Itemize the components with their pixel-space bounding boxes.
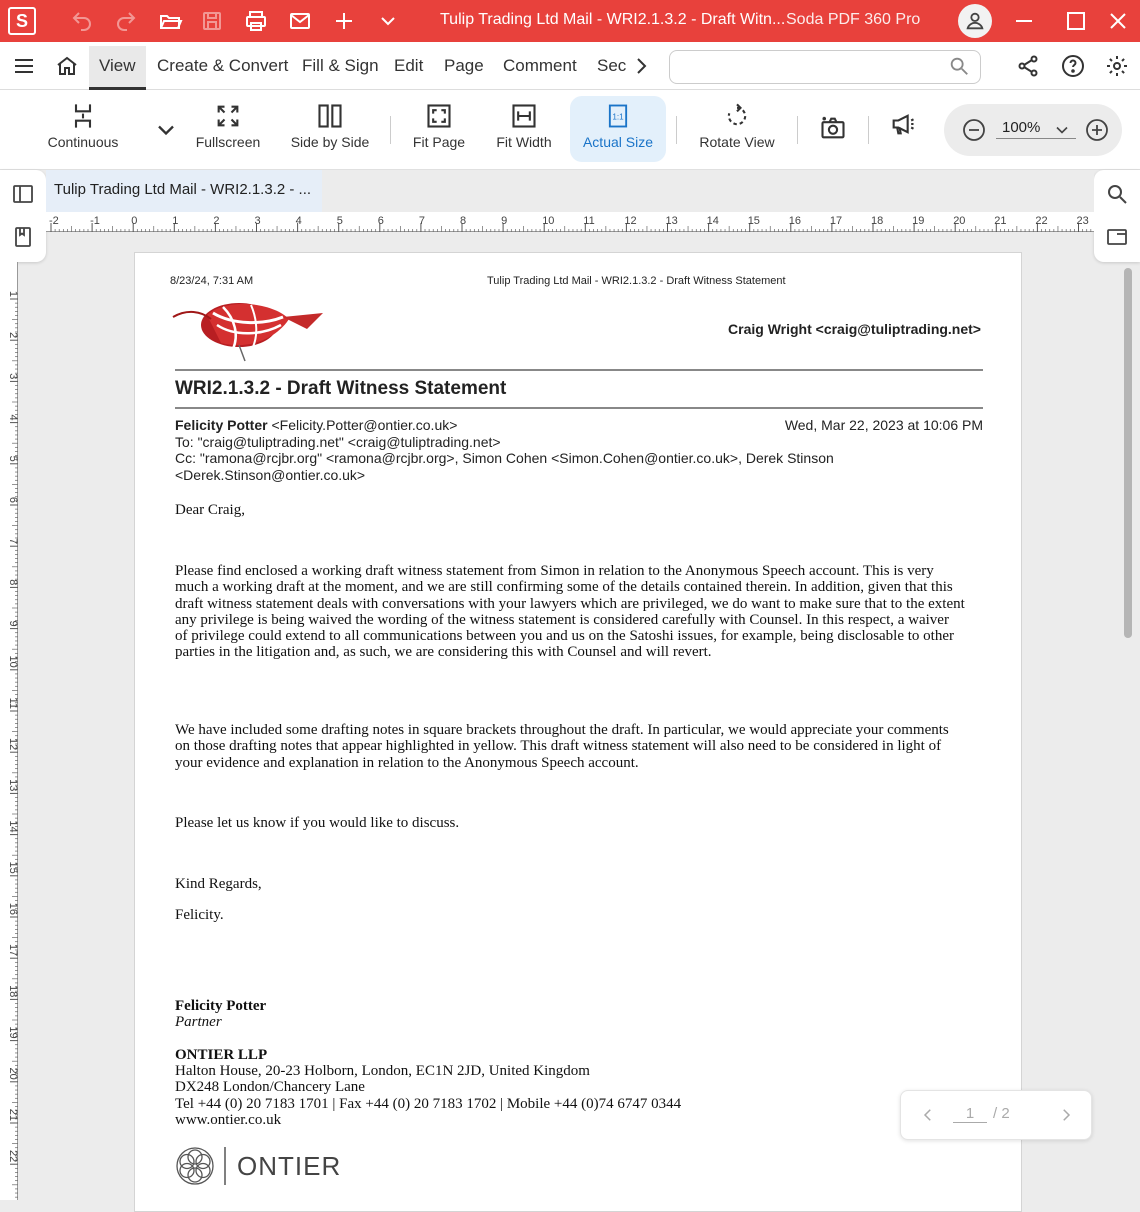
ruler-tick-label: 7 xyxy=(418,215,426,227)
ruler-tick-label: 5 xyxy=(7,455,19,462)
ruler-tick-label: 2 xyxy=(213,215,220,227)
horizontal-ruler xyxy=(46,212,1094,232)
sender-email: <Felicity.Potter@ontier.co.uk> xyxy=(267,417,458,433)
close-icon[interactable] xyxy=(1106,9,1130,33)
ruler-tick-label: 19 xyxy=(912,215,925,227)
properties-panel-icon[interactable] xyxy=(1105,225,1129,249)
ruler-tick-label: 17 xyxy=(7,943,19,957)
ruler-tick-label: 19 xyxy=(7,1026,19,1039)
ontier-logo xyxy=(175,1143,355,1189)
tulip-trading-logo xyxy=(173,295,325,361)
toolbar-divider xyxy=(390,116,391,144)
zoom-in-icon[interactable] xyxy=(1085,118,1109,142)
search-icon[interactable] xyxy=(948,55,972,79)
phone-numbers: Tel +44 (0) 20 7183 1701 | Fax +44 (0) 20 7183 1702 | Mobile +44 (0)74 6747 0344 xyxy=(175,1096,682,1112)
title-bar xyxy=(0,0,1140,42)
sender-name: Felicity Potter xyxy=(175,417,268,433)
prev-page-icon[interactable] xyxy=(919,1106,937,1124)
chevron-down-icon[interactable] xyxy=(376,9,400,33)
ruler-tick-label: 15 xyxy=(747,215,760,227)
announcements-button[interactable] xyxy=(886,96,920,162)
greeting: Dear Craig, xyxy=(175,502,245,518)
ruler-tick-label: 9 xyxy=(501,215,508,227)
help-icon[interactable] xyxy=(1061,54,1085,78)
user-icon xyxy=(964,10,986,32)
ruler-tick-label: 21 xyxy=(7,1108,19,1121)
plus-icon[interactable] xyxy=(332,9,356,33)
ruler-tick-label: 22 xyxy=(7,1149,19,1163)
user-avatar[interactable] xyxy=(958,4,992,38)
side-by-side-icon xyxy=(316,102,344,130)
ruler-tick-label: 4 xyxy=(7,414,19,421)
divider xyxy=(175,369,983,371)
ontier-logo-text: ONTIER xyxy=(237,1151,342,1181)
toolbar-divider xyxy=(797,116,798,144)
menu-view[interactable]: View xyxy=(89,46,146,90)
open-folder-icon[interactable] xyxy=(158,9,182,33)
window-title: Tulip Trading Ltd Mail - WRI2.1.3.2 - Draft Witn... xyxy=(440,11,786,28)
chevron-right-icon[interactable] xyxy=(629,54,653,78)
actual-size-button[interactable]: 1:1 Actual Size xyxy=(570,96,666,162)
undo-icon[interactable] xyxy=(70,9,94,33)
ruler-tick-label: 3 xyxy=(7,373,19,380)
ruler-tick-label: 13 xyxy=(7,779,19,792)
minimize-icon[interactable] xyxy=(1012,9,1036,33)
maximize-icon[interactable] xyxy=(1064,9,1088,33)
ruler-tick-label: 12 xyxy=(624,215,637,227)
chevron-down-icon xyxy=(152,116,168,132)
ruler-tick-label: 2 xyxy=(7,332,19,339)
ruler-tick-label: 7 xyxy=(7,538,19,545)
megaphone-icon xyxy=(889,110,917,138)
ruler-tick-label: 10 xyxy=(542,215,555,227)
search-icon[interactable] xyxy=(1105,182,1129,206)
print-title: Tulip Trading Ltd Mail - WRI2.1.3.2 - Draft Witness Statement xyxy=(487,275,786,287)
app-logo: S xyxy=(8,7,36,35)
search-box[interactable] xyxy=(669,50,981,84)
fullscreen-icon xyxy=(214,102,242,130)
rotate-icon xyxy=(723,102,751,130)
page-navigator xyxy=(900,1090,1092,1140)
snapshot-button[interactable] xyxy=(816,96,850,162)
save-icon[interactable] xyxy=(200,9,224,33)
continuous-dropdown[interactable] xyxy=(150,96,170,162)
left-panel-tabs xyxy=(0,170,46,262)
signature-title: Partner xyxy=(175,1014,222,1030)
menu-edit[interactable]: Edit xyxy=(394,56,424,75)
view-toolbar xyxy=(0,90,1140,170)
zoom-control xyxy=(944,104,1122,156)
continuous-icon xyxy=(69,102,97,130)
ruler-tick-label: 20 xyxy=(7,1067,19,1080)
right-panel-tabs xyxy=(1094,170,1140,262)
bookmark-icon[interactable] xyxy=(11,225,35,249)
print-icon[interactable] xyxy=(244,9,268,33)
ruler-tick-label: 6 xyxy=(377,215,384,227)
ruler-tick-label: 1 xyxy=(172,215,179,227)
search-input[interactable] xyxy=(678,52,948,82)
ruler-tick-label: 12 xyxy=(7,737,19,751)
hamburger-menu-icon[interactable] xyxy=(12,54,36,78)
ruler-tick-label: 13 xyxy=(665,215,678,227)
address-line-1: Halton House, 20-23 Holborn, London, EC1N 2JD, United Kingdom xyxy=(175,1063,590,1079)
vertical-ruler xyxy=(0,262,18,1200)
menu-page[interactable]: Page xyxy=(444,56,484,75)
email-date: Wed, Mar 22, 2023 at 10:06 PM xyxy=(784,417,983,433)
website: www.ontier.co.uk xyxy=(175,1112,282,1128)
menu-bar xyxy=(0,42,1140,90)
paragraph-3: Please let us know if you would like to discuss. xyxy=(175,815,460,831)
ruler-tick-label: 14 xyxy=(7,820,19,833)
ruler-tick-label: 18 xyxy=(871,215,884,227)
ruler-tick-label: 8 xyxy=(460,215,467,227)
chevron-down-icon[interactable] xyxy=(1052,120,1072,140)
ruler-tick-label: 21 xyxy=(994,215,1007,227)
paragraph-2: We have included some drafting notes in square brackets throughout the draft. In particular, we would appreciate your comments on those drafting notes that appear highlighted in yellow. This draft witness statement will also need to be considered in light of your evidence and explanation in relation to the Anonymous Speech account. xyxy=(175,722,949,771)
redo-icon[interactable] xyxy=(114,9,138,33)
account-header: Craig Wright <craig@tuliptrading.net> xyxy=(728,321,981,337)
ruler-tick-label: 11 xyxy=(7,697,19,709)
svg-text:1:1: 1:1 xyxy=(612,112,624,122)
ruler-tick-label: 6 xyxy=(7,496,19,503)
to-line: To: "craig@tuliptrading.net" <craig@tuliptrading.net> xyxy=(175,433,501,450)
current-page-input[interactable]: 1 xyxy=(953,1105,987,1123)
app-name: Soda PDF 360 Pro xyxy=(786,11,921,28)
vertical-scrollbar[interactable] xyxy=(1124,268,1132,638)
fit-width-button[interactable]: Fit Width xyxy=(488,96,560,162)
ruler-tick-label: 5 xyxy=(336,215,343,227)
document-tab[interactable]: Tulip Trading Ltd Mail - WRI2.1.3.2 - ... xyxy=(46,170,322,212)
fit-page-button[interactable]: Fit Page xyxy=(404,96,474,162)
print-date: 8/23/24, 7:31 AM xyxy=(170,275,254,287)
ruler-tick-label: 18 xyxy=(7,985,19,998)
ruler-tick-label: 0 xyxy=(131,215,138,227)
menu-comment[interactable]: Comment xyxy=(503,56,577,75)
fullscreen-button[interactable]: Fullscreen xyxy=(188,96,268,162)
ruler-tick-label: 20 xyxy=(953,215,966,227)
sign-off: Felicity. xyxy=(175,907,224,923)
menu-secure[interactable]: Sec xyxy=(597,56,627,75)
ruler-tick-label: 22 xyxy=(1035,215,1048,227)
ruler-tick-label: 3 xyxy=(254,215,261,227)
toolbar-divider xyxy=(868,116,869,144)
ruler-tick-label: 23 xyxy=(1076,215,1089,227)
ruler-tick-label: 16 xyxy=(7,902,19,915)
closing: Kind Regards, xyxy=(175,876,262,892)
ruler-tick-label: 14 xyxy=(706,215,719,227)
zoom-level[interactable]: 100% xyxy=(996,119,1076,139)
email-subject: WRI2.1.3.2 - Draft Witness Statement xyxy=(175,378,507,399)
home-icon[interactable] xyxy=(55,54,79,78)
ruler-tick-label: 9 xyxy=(7,620,19,627)
side-by-side-button[interactable]: Side by Side xyxy=(284,96,376,162)
pdf-page xyxy=(134,252,1022,1212)
fit-page-icon xyxy=(425,102,453,130)
menu-create-convert[interactable]: Create & Convert xyxy=(157,56,289,75)
paragraph-1: Please find enclosed a working draft witness statement from Simon in relation to the Anonymous Speech account. This is very much a working draft at the moment, and we are still confirming some of the details contained therein. In addition, given that this draft witness statement deals with conversations with your lawyers which are privileged, we do want to make sure that to the extent any privilege is being waived the wording of the witness statement is considered carefully with Counsel. In this respect, a waiver of privilege could extend to all communications between you and us on the Satoshi issues, for example, being disclosable to other parties in the litigation and, as such, we are considering this with Counsel and will revert. xyxy=(175,563,965,661)
fit-width-icon xyxy=(510,102,538,130)
sidebar-toggle-icon[interactable] xyxy=(11,182,35,206)
document-tab-strip xyxy=(46,170,1094,212)
cc-line-continued: <Derek.Stinson@ontier.co.uk> xyxy=(175,466,366,483)
mail-icon[interactable] xyxy=(288,9,312,33)
camera-icon xyxy=(819,114,847,142)
ruler-tick-label: 11 xyxy=(583,215,595,227)
address-line-2: DX248 London/Chancery Lane xyxy=(175,1079,365,1095)
menu-fill-sign[interactable]: Fill & Sign xyxy=(302,56,379,75)
firm-name: ONTIER LLP xyxy=(175,1047,268,1063)
toolbar-divider xyxy=(676,116,677,144)
ruler-tick-label: 1 xyxy=(7,290,19,297)
next-page-icon[interactable] xyxy=(1057,1106,1075,1124)
email-meta xyxy=(175,417,983,483)
ruler-tick-label: 8 xyxy=(7,579,19,586)
ruler-tick-label: 10 xyxy=(7,655,19,668)
zoom-out-icon[interactable] xyxy=(962,118,986,142)
rotate-view-button[interactable]: Rotate View xyxy=(694,96,780,162)
signature-name: Felicity Potter xyxy=(175,998,267,1014)
ruler-tick-label: -2 xyxy=(49,215,59,227)
divider xyxy=(175,407,983,409)
ruler-tick-label: 4 xyxy=(295,215,302,227)
continuous-button[interactable]: Continuous xyxy=(40,96,126,162)
ruler-tick-label: 16 xyxy=(788,215,802,227)
actual-size-icon xyxy=(604,102,632,130)
share-icon[interactable] xyxy=(1016,54,1040,78)
ruler-tick-label: 17 xyxy=(829,215,843,227)
total-pages: / 2 xyxy=(993,1105,1010,1122)
ruler-tick-label: -1 xyxy=(90,215,100,227)
ruler-tick-label: 15 xyxy=(7,861,19,874)
cc-line: Cc: "ramona@rcjbr.org" <ramona@rcjbr.org>, Simon Cohen <Simon.Cohen@ontier.co.uk>, Derek Stinson xyxy=(175,450,834,466)
settings-gear-icon[interactable] xyxy=(1105,54,1129,78)
